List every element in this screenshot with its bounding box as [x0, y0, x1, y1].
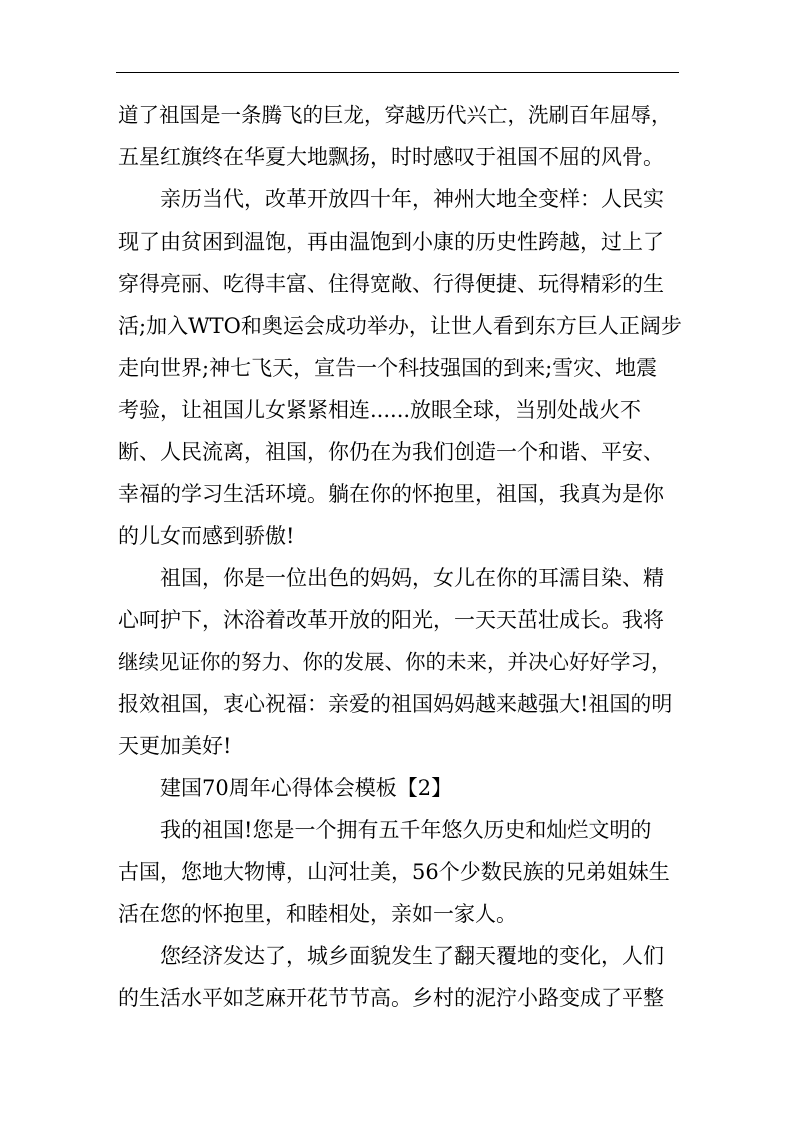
text-line: 我的祖国!您是一个拥有五千年悠久历史和灿烂文明的	[160, 818, 652, 842]
text-line: 断、人民流离，祖国，你仍在为我们创造一个和谐、平安、	[118, 440, 664, 464]
section-heading: 建国70周年心得体会模板【2】	[160, 776, 453, 800]
text-line: 的生活水平如芝麻开花节节高。乡村的泥泞小路变成了平整	[118, 986, 664, 1010]
text-line: 现了由贫困到温饱，再由温饱到小康的历史性跨越，过上了	[118, 230, 664, 254]
text-line: 报效祖国，衷心祝福：亲爱的祖国妈妈越来越强大!祖国的明	[118, 692, 673, 716]
header-rule	[116, 72, 679, 73]
text-line: 心呵护下，沐浴着改革开放的阳光，一天天茁壮成长。我将	[118, 608, 664, 632]
text-line: 天更加美好!	[118, 734, 232, 758]
text-line: 您经济发达了，城乡面貌发生了翻天覆地的变化，人们	[160, 944, 664, 968]
text-line: 继续见证你的努力、你的发展、你的未来，并决心好好学习，	[118, 650, 672, 674]
text-line: 道了祖国是一条腾飞的巨龙，穿越历代兴亡，洗刷百年屈辱，	[118, 103, 672, 127]
text-line: 五星红旗终在华夏大地飘扬，时时感叹于祖国不屈的风骨。	[118, 145, 664, 169]
text-line: 幸福的学习生活环境。躺在你的怀抱里，祖国，我真为是你	[118, 482, 664, 506]
text-line: 古国，您地大物博，山河壮美，56个少数民族的兄弟姐妹生	[118, 860, 670, 884]
text-line: 穿得亮丽、吃得丰富、住得宽敞、行得便捷、玩得精彩的生	[118, 272, 664, 296]
text-line: 走向世界;神七飞天，宣告一个科技强国的到来;雪灾、地震	[118, 356, 658, 380]
text-line: 活;加入WTO和奥运会成功举办，让世人看到东方巨人正阔步	[118, 314, 682, 338]
text-line: 考验，让祖国儿女紧紧相连......放眼全球，当别处战火不	[118, 398, 642, 422]
text-line: 亲历当代，改革开放四十年，神州大地全变样：人民实	[160, 187, 664, 211]
text-line: 祖国，你是一位出色的妈妈，女儿在你的耳濡目染、精	[160, 566, 664, 590]
text-line: 活在您的怀抱里，和睦相处，亲如一家人。	[118, 902, 517, 926]
text-line: 的儿女而感到骄傲!	[118, 524, 295, 548]
